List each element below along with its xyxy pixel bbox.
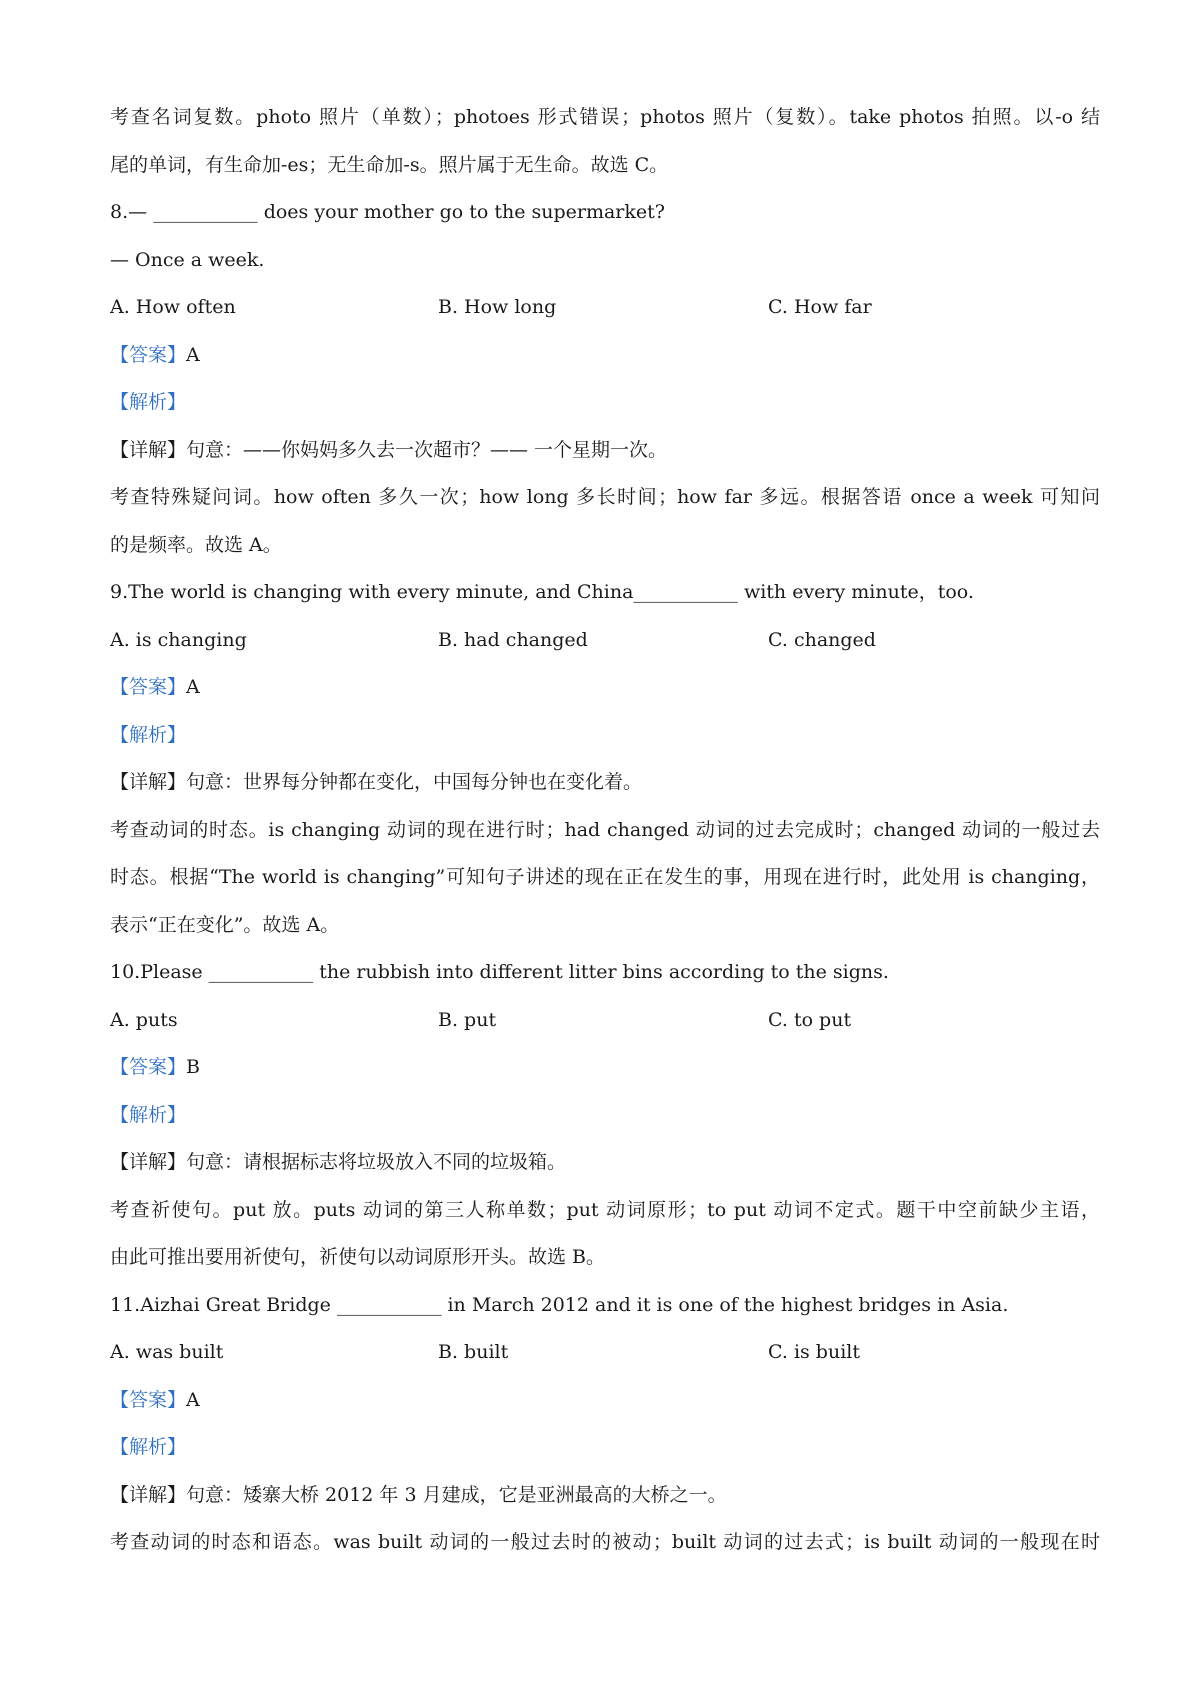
- question-9-analysis: [110, 716, 1100, 764]
- intro-line-2: 尾的单词，有生命加-es；无生命加-s。照片属于无生命。故选 C。: [110, 153, 669, 176]
- answer-value: B: [186, 1056, 200, 1078]
- option-c: C. is built: [768, 1341, 860, 1363]
- question-10-options: [110, 1001, 1100, 1049]
- analysis-label: 【解析】: [110, 723, 187, 746]
- question-11-detail: 【详解】句意：矮寨大桥 2012 年 3 月建成，它是亚洲最高的大桥之一。: [110, 1483, 727, 1506]
- question-9-detail: 【详解】句意：世界每分钟都在变化，中国每分钟也在变化着。: [110, 771, 643, 793]
- question-10-detail: 【详解】句意：请根据标志将垃圾放入不同的垃圾箱。: [110, 1151, 567, 1173]
- question-8-explanation-2: 的是频率。故选 A。: [110, 533, 282, 556]
- analysis-label: 【解析】: [110, 1103, 187, 1126]
- question-10-explanation-2: 由此可推出要用祈使句，祈使句以动词原形开头。故选 B。: [110, 1246, 606, 1268]
- intro-line-1: 考查名词复数。photo 照片（单数）；photoes 形式错误；photos 照片（复数）。take photos 拍照。以-o 结: [110, 106, 1100, 128]
- question-9-options: [110, 621, 1100, 669]
- question-8-answer: [110, 336, 1100, 384]
- question-8-detail: 【详解】句意：——你妈妈多久去一次超市？—— 一个星期一次。: [110, 438, 668, 461]
- option-c: C. How far: [768, 296, 872, 318]
- question-10-stem: 10.Please ___________ the rubbish into different litter bins according to the signs.: [110, 961, 889, 983]
- question-11-stem: 11.Aizhai Great Bridge ___________ in March 2012 and it is one of the highest bridges in Asia.: [110, 1293, 1009, 1316]
- answer-value: A: [186, 343, 200, 366]
- question-8-reply: — Once a week.: [110, 248, 265, 271]
- question-9-explanation-2: 时态。根据“The world is changing”可知句子讲述的现在正在发生的事，用现在进行时，此处用 is changing，: [110, 866, 1100, 888]
- option-a: A. was built: [110, 1341, 224, 1363]
- question-9-stem: 9.The world is changing with every minute, and China___________ with every minute，too.: [110, 581, 974, 603]
- question-11-answer: [110, 1381, 1100, 1429]
- option-b: B. had changed: [438, 628, 588, 651]
- question-10-analysis: [110, 1096, 1100, 1144]
- answer-label: 【答案】: [110, 676, 187, 698]
- option-c: C. to put: [768, 1008, 852, 1031]
- question-9-explanation-3: 表示“正在变化”。故选 A。: [110, 913, 340, 936]
- option-a: A. is changing: [110, 628, 247, 651]
- question-8-options: [110, 288, 1100, 336]
- analysis-label: 【解析】: [110, 1436, 187, 1458]
- answer-label: 【答案】: [110, 1388, 187, 1411]
- option-b: B. How long: [438, 296, 557, 318]
- option-b: B. built: [438, 1341, 509, 1363]
- option-a: A. puts: [110, 1008, 178, 1031]
- question-10-answer: [110, 1048, 1100, 1096]
- answer-label: 【答案】: [110, 343, 187, 366]
- question-8-explanation-1: 考查特殊疑问词。how often 多久一次；how long 多长时间；how far 多远。根据答语 once a week 可知问: [110, 486, 1100, 508]
- option-c: C. changed: [768, 628, 876, 651]
- question-8-stem: 8.— ___________ does your mother go to the supermarket?: [110, 201, 665, 223]
- answer-value: A: [186, 1388, 200, 1411]
- question-11-explanation-1: 考查动词的时态和语态。was built 动词的一般过去时的被动；built 动词的过去式；is built 动词的一般现在时: [110, 1531, 1100, 1553]
- answer-label: 【答案】: [110, 1056, 187, 1078]
- analysis-label: 【解析】: [110, 391, 187, 413]
- question-9-answer: [110, 668, 1100, 716]
- question-10-explanation-1: 考查祈使句。put 放。puts 动词的第三人称单数；put 动词原形；to put 动词不定式。题干中空前缺少主语，: [110, 1198, 1100, 1221]
- question-8-analysis: [110, 383, 1100, 431]
- answer-value: A: [186, 676, 200, 698]
- option-a: A. How often: [110, 296, 236, 318]
- question-11-options: [110, 1333, 1100, 1381]
- question-11-analysis: [110, 1428, 1100, 1476]
- question-9-explanation-1: 考查动词的时态。is changing 动词的现在进行时；had changed 动词的过去完成时；changed 动词的一般过去: [110, 818, 1100, 841]
- option-b: B. put: [438, 1008, 497, 1031]
